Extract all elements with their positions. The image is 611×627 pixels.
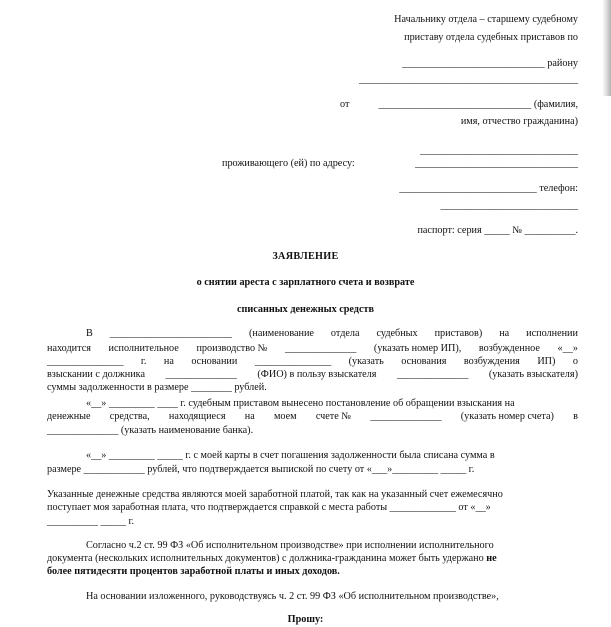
header-address-field: ________________________________ bbox=[415, 158, 578, 169]
para1-word: отдела bbox=[330, 328, 360, 339]
para2-word: счете № bbox=[315, 411, 352, 422]
para3-line-1: «__» _________ _____ г. с моей карты в счет погашения задолженности была списана сумма в bbox=[86, 450, 495, 461]
header-phone-blank: ___________________________ bbox=[440, 200, 578, 211]
header-phone-line: ___________________________ телефон: bbox=[399, 183, 578, 194]
para1-word: (указать номер ИП), bbox=[373, 343, 462, 354]
para2-word: денежные bbox=[47, 411, 91, 422]
para1-word: основании bbox=[191, 356, 238, 367]
para1-word: о bbox=[572, 356, 578, 367]
para1-word: В bbox=[86, 328, 93, 339]
para6-line-1: На основании изложенного, руководствуясь ч. 2 ст. 99 ФЗ «Об исполнительном производстве», bbox=[86, 591, 499, 602]
para2-line-1: «__» _________ ____ г. судебным приставом вынесено постановление об обращении взыскания на bbox=[86, 398, 515, 409]
para1-word: _______________ bbox=[47, 356, 124, 367]
para4-line-1: Указанные денежные средства являются моей заработной платой, так как на указанный счет ежемесячно bbox=[47, 489, 503, 500]
para5-line-1: Согласно ч.2 ст. 99 ФЗ «Об исполнительном производстве» при исполнении исполнительного bbox=[86, 540, 494, 551]
document-subtitle-1: о снятии ареста с зарплатного счета и возврате bbox=[196, 277, 415, 288]
para5-line-2 bbox=[47, 553, 497, 565]
header-blank-line: ___________________________________________ bbox=[358, 74, 578, 85]
para5-text: документа (нескольких исполнительных документов) с должника-гражданина может быть удержано bbox=[47, 553, 487, 564]
para1-word: возбуждения bbox=[463, 356, 520, 367]
request-heading: Прошу: bbox=[287, 614, 324, 625]
para2-word: в bbox=[573, 411, 578, 422]
para1-word: ______________ bbox=[165, 369, 237, 380]
header-address-label: проживающего (ей) по адресу: bbox=[222, 158, 355, 169]
para1-word: на bbox=[163, 356, 174, 367]
header-address-blank-1: _______________________________ bbox=[420, 145, 578, 156]
para1-word: судебных bbox=[376, 328, 418, 339]
para1-word: исполнении bbox=[526, 328, 578, 339]
para2-word: моем bbox=[273, 411, 297, 422]
para1-word: (ФИО) в пользу взыскателя bbox=[257, 369, 377, 380]
para5-line-3: более пятидесяти процентов заработной платы и иных доходов. bbox=[47, 566, 340, 577]
header-from-label: от bbox=[340, 99, 350, 110]
para2-word: на bbox=[244, 411, 255, 422]
para1-line-3 bbox=[47, 356, 578, 368]
para1-word: основания bbox=[401, 356, 447, 367]
para2-line-3: ______________ (указать наименование банка). bbox=[47, 425, 254, 436]
para2-word: средства, bbox=[109, 411, 150, 422]
para1-line-2 bbox=[47, 343, 578, 355]
para3-line-2: размере ____________ рублей, что подтверждается выпиской по счету от «___»_________ _____ г. bbox=[47, 464, 475, 475]
header-district-line: ____________________________ району bbox=[402, 58, 578, 69]
para1-word: ________________________ bbox=[109, 328, 233, 339]
para2-word: ______________ bbox=[370, 411, 442, 422]
para1-word: находится bbox=[47, 343, 91, 354]
para2-word: (указать номер счета) bbox=[460, 411, 554, 422]
para1-line-1 bbox=[86, 328, 578, 340]
para1-word: (наименование bbox=[248, 328, 314, 339]
para5-bold-text: не bbox=[486, 553, 497, 564]
header-from-field: ______________________________ (фамилия, bbox=[378, 99, 578, 110]
para2-line-2 bbox=[47, 411, 578, 423]
header-addressee-line-1: Начальнику отдела – старшему судебному bbox=[394, 14, 578, 25]
para1-word: «__» bbox=[557, 343, 578, 354]
para1-word: ______________ bbox=[284, 343, 357, 354]
header-fio-hint: имя, отчество гражданина) bbox=[460, 116, 578, 127]
para1-word: (указать bbox=[348, 356, 384, 367]
para1-word: (указать взыскателя) bbox=[488, 369, 578, 380]
para1-word: приставов) bbox=[434, 328, 483, 339]
document-title: ЗАЯВЛЕНИЕ bbox=[272, 251, 339, 262]
para2-word: находящиеся bbox=[168, 411, 226, 422]
para1-word: исполнительное bbox=[108, 343, 179, 354]
para1-word: г. bbox=[140, 356, 147, 367]
header-passport-line: паспорт: серия _____ № __________. bbox=[417, 225, 578, 236]
para4-line-2: поступает моя заработная плата, что подтверждается справкой с места работы _____________ от «__» bbox=[47, 502, 491, 513]
para1-word: на bbox=[499, 328, 510, 339]
header-addressee-line-2: приставу отдела судебных приставов по bbox=[404, 32, 578, 43]
para1-word: ИП) bbox=[537, 356, 556, 367]
para1-line-5: суммы задолженности в размере ________ рублей. bbox=[47, 382, 267, 393]
document-subtitle-2: списанных денежных средств bbox=[236, 304, 374, 315]
para1-word: ______________ bbox=[396, 369, 469, 380]
para4-line-3: __________ _____ г. bbox=[47, 516, 135, 527]
para1-word: производство № bbox=[196, 343, 268, 354]
para1-line-4 bbox=[47, 369, 578, 381]
para1-word: взыскании с должника bbox=[47, 369, 145, 380]
para1-word: _______________ bbox=[254, 356, 332, 367]
para1-word: возбужденное bbox=[478, 343, 540, 354]
page-edge-shadow bbox=[602, 0, 611, 96]
